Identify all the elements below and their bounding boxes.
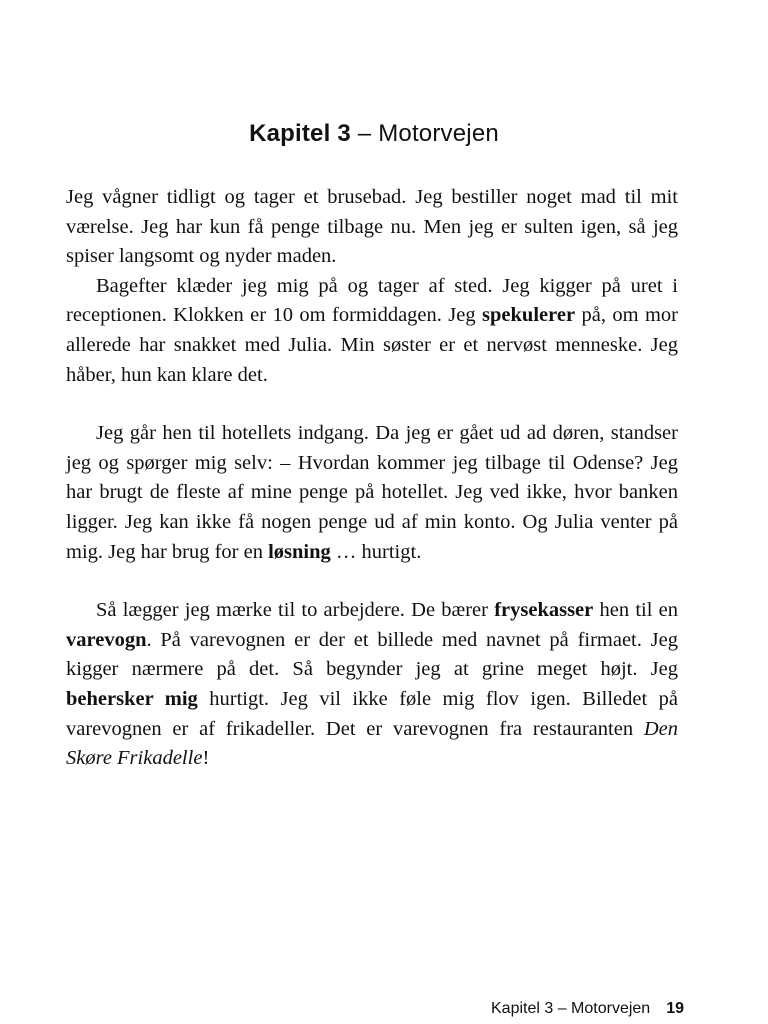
paragraph-3 bbox=[66, 419, 678, 567]
paragraph-4-text-i: ! bbox=[202, 747, 210, 770]
glossary-term-frysekasser: frysekasser bbox=[494, 599, 594, 622]
paragraph-3-text-a: Jeg går hen til hotellets indgang. Da jeg er gået ud ad døren, standser jeg og spørger mig selv: – Hvordan kommer jeg tilbage til Odense? Jeg har brugt de fleste af mine penge på hotellet. Jeg ved ikke, hvor banken ligger. Jeg kan ikke få nogen penge ud af min konto. Og Julia venter på mig. Jeg har brug for en bbox=[66, 422, 678, 563]
page-number: 19 bbox=[666, 1000, 684, 1017]
glossary-term-spekulerer: spekulerer bbox=[482, 304, 576, 327]
paragraph-4-text-g: hurtigt. Jeg vil ikke føle mig flov igen. Billedet på varevognen er af frikadeller. Det er varevognen fra restauranten bbox=[66, 687, 678, 740]
running-head: Kapitel 3 – Motorvejen bbox=[491, 1000, 651, 1017]
glossary-term-varevogn: varevogn bbox=[66, 628, 147, 651]
chapter-separator: – bbox=[350, 120, 379, 147]
chapter-title: Motorvejen bbox=[378, 120, 499, 147]
glossary-term-behersker-mig: behersker mig bbox=[66, 687, 198, 710]
paragraph-4-text-e: . På varevognen er der et billede med navnet på firmaet. Jeg kigger nærmere på det. Så begynder jeg at grine meget højt. Jeg bbox=[66, 628, 678, 681]
paragraph-1 bbox=[66, 183, 678, 272]
paragraph-3-text-c: … hurtigt. bbox=[330, 540, 422, 563]
chapter-number: Kapitel 3 bbox=[249, 120, 351, 147]
glossary-term-losning: løsning bbox=[268, 540, 331, 563]
paragraph-1-text: Jeg vågner tidligt og tager et brusebad. Jeg bestiller noget mad til mit værelse. Jeg har kun få penge tilbage nu. Men jeg er sulten igen, så jeg spiser langsomt og nyder maden. bbox=[66, 186, 678, 268]
paragraph-4-text-c: hen til en bbox=[593, 599, 678, 622]
chapter-heading bbox=[0, 120, 748, 148]
body-text bbox=[66, 183, 678, 774]
paragraph-2-text-a: Bagefter klæder jeg mig på og tager af sted. Jeg kigger på uret i receptionen. Klokken er 10 om formiddagen. Jeg bbox=[66, 274, 678, 327]
restaurant-name: Den Skøre Frikadelle bbox=[66, 717, 678, 770]
paragraph-4 bbox=[66, 596, 678, 774]
paragraph-2 bbox=[66, 272, 678, 390]
page-footer bbox=[491, 1000, 684, 1018]
paragraph-4-text-a: Så lægger jeg mærke til to arbejdere. De bærer bbox=[96, 599, 495, 622]
paragraph-2-text-c: på, om mor allerede har snakket med Julia. Min søster er et nervøst menneske. Jeg håber, hun kan klare det. bbox=[66, 304, 678, 386]
